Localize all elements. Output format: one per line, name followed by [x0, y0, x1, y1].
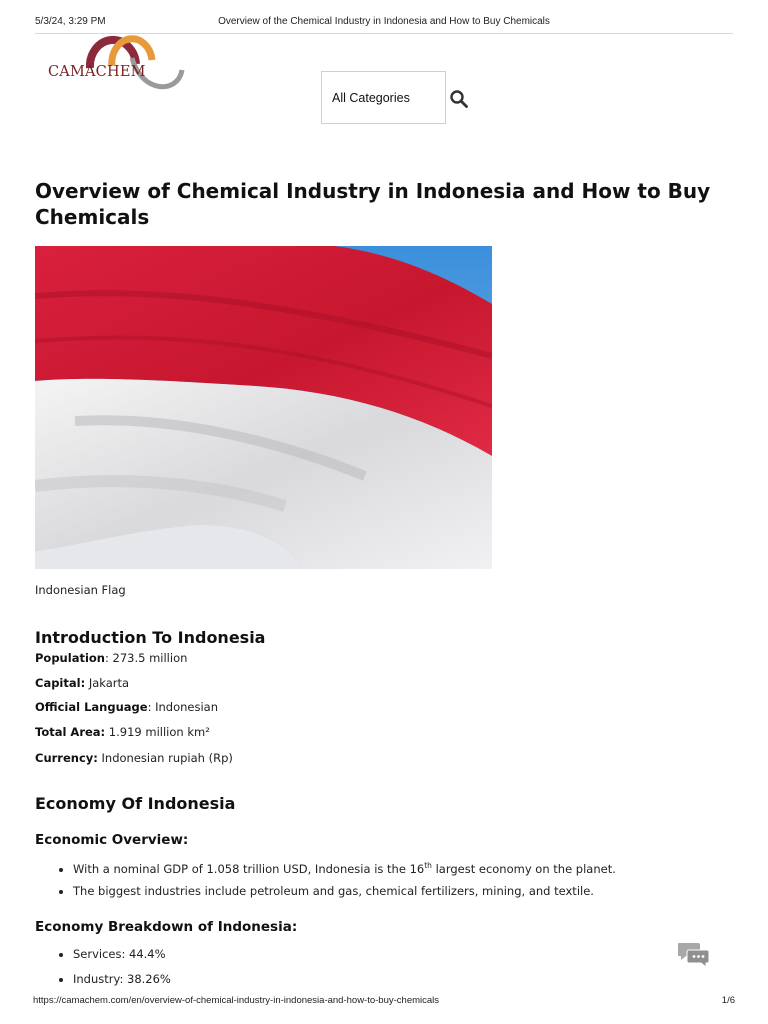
- article-title: Overview of Chemical Industry in Indonesia and How to Buy Chemicals: [35, 179, 711, 229]
- page-number: 1/6: [721, 995, 735, 1006]
- superscript: th: [424, 861, 432, 870]
- section-heading-economy: Economy Of Indonesia: [35, 794, 236, 813]
- chat-icon[interactable]: [678, 941, 710, 969]
- list-item: • Services: 44.4%: [73, 946, 171, 971]
- category-select-label: All Categories: [332, 91, 410, 105]
- category-select[interactable]: [321, 71, 446, 124]
- logo-swirl-icon: [86, 32, 188, 90]
- subheading-economy-breakdown: Economy Breakdown of Indonesia:: [35, 919, 298, 935]
- fact-label: Currency:: [35, 751, 98, 765]
- fact-value: Indonesian rupiah (Rp): [97, 751, 233, 765]
- fact-label: Total Area:: [35, 725, 106, 739]
- list-item-text: With a nominal GDP of 1.058 trillion USD, Indonesia is the 16: [73, 861, 425, 876]
- fact-total-area: [35, 725, 210, 739]
- subheading-economic-overview: Economic Overview:: [35, 832, 189, 848]
- list-item: [73, 858, 616, 883]
- camachem-logo[interactable]: [48, 32, 188, 92]
- fact-official-language: [35, 700, 218, 714]
- fact-value: Jakarta: [85, 676, 130, 690]
- fact-capital: [35, 676, 129, 690]
- print-document-title: Overview of the Chemical Industry in Indonesia and How to Buy Chemicals: [218, 16, 550, 27]
- fact-label: Population: [35, 651, 105, 665]
- print-datetime: 5/3/24, 3:29 PM: [35, 16, 106, 27]
- fact-value: : 273.5 million: [104, 651, 188, 665]
- fact-label: Official Language: [35, 700, 148, 714]
- list-item: • Industry: 38.26%: [73, 971, 171, 996]
- search-icon[interactable]: [449, 89, 469, 109]
- fact-value: : Indonesian: [147, 700, 218, 714]
- list-item-text: largest economy on the planet.: [431, 861, 616, 876]
- economy-breakdown-list: [35, 946, 171, 996]
- fact-population: [35, 651, 187, 665]
- fact-currency: [35, 751, 233, 765]
- indonesian-flag-image: [35, 246, 492, 569]
- economic-overview-list: [35, 858, 616, 908]
- fact-label: Capital:: [35, 676, 86, 690]
- list-item: [73, 883, 616, 908]
- section-heading-introduction: Introduction To Indonesia: [35, 628, 266, 647]
- list-item-text: The biggest industries include petroleum and gas, chemical fertilizers, mining, and textile.: [73, 884, 594, 898]
- page-url: https://camachem.com/en/overview-of-chemical-industry-in-indonesia-and-how-to-buy-chemicals: [33, 995, 440, 1006]
- logo-wordmark: CAMACHEM: [48, 64, 146, 80]
- image-caption: Indonesian Flag: [35, 583, 126, 597]
- fact-value: 1.919 million km²: [105, 725, 210, 739]
